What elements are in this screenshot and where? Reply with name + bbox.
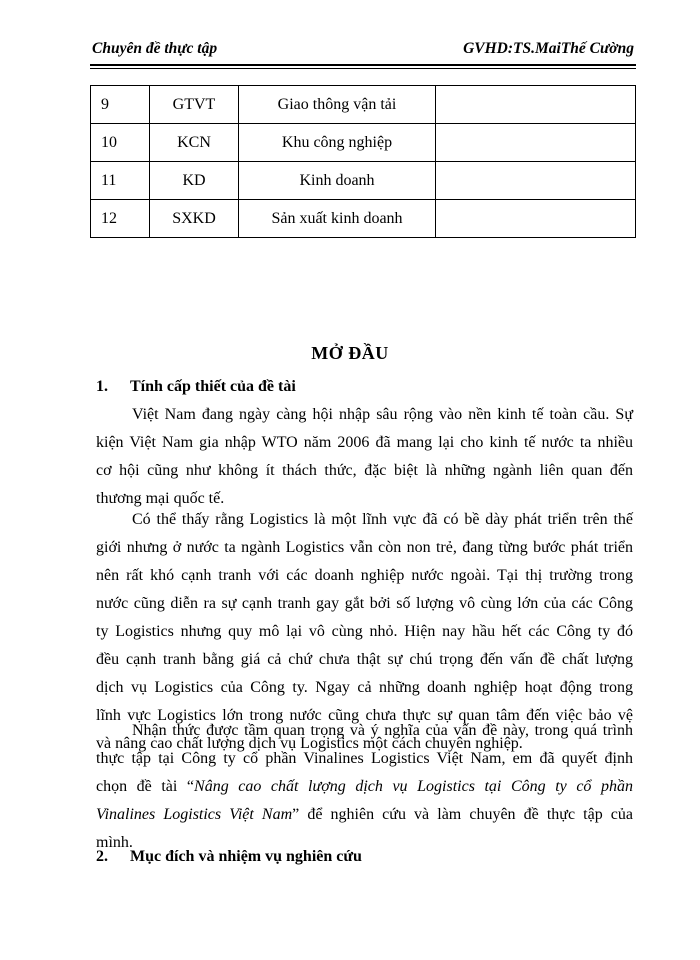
row-abbreviation: KD <box>150 162 239 200</box>
paragraph-line: nên rất khó cạnh tranh với các doanh nghiệp nước ngoài. Tại thị trường trong <box>96 567 633 584</box>
section-number: 2. <box>96 848 108 865</box>
table-row <box>91 162 636 200</box>
paragraph-line <box>96 773 633 801</box>
row-abbreviation: KCN <box>150 124 239 162</box>
table-row <box>91 86 636 124</box>
row-abbreviation: GTVT <box>150 86 239 124</box>
paragraph-line: Việt Nam đang ngày càng hội nhập sâu rộng vào nền kinh tế toàn cầu. Sự <box>132 406 633 423</box>
paragraph-line: Có thể thấy rằng Logistics là một lĩnh vực đã có bề dày phát triển trên thế <box>132 511 633 528</box>
paragraph-line: thương mại quốc tế. <box>96 490 225 507</box>
row-note <box>436 162 636 200</box>
paragraph-line: ty Logistics nhưng quy mô lại vô cùng nhỏ. Hiện nay hầu hết các Công ty đó <box>96 623 633 640</box>
row-number: 10 <box>91 124 150 162</box>
quote-open: chọn đề tài “ <box>96 778 195 795</box>
thesis-title-part2: Vinalines Logistics Việt Nam <box>96 806 293 823</box>
header-rule <box>90 64 636 66</box>
paragraph-line: nước cũng diễn ra sự cạnh tranh gay gắt bởi số lượng vô cùng lớn của các Công <box>96 595 633 612</box>
section-heading-1 <box>96 378 296 396</box>
paragraph-line: lĩnh vực Logistics lớn trong nước cũng chưa thực sự quan tâm đến việc bảo vệ <box>96 707 633 724</box>
page-title: MỞ ĐẦU <box>311 343 389 363</box>
paragraph-line <box>96 801 633 829</box>
quote-close-text: ” để nghiên cứu và làm chuyên đề thực tập của <box>292 806 634 823</box>
paragraph-line: cơ hội cũng như không ít thách thức, đặc biệt là những ngành liên quan đến <box>96 462 633 479</box>
row-number: 12 <box>91 200 150 238</box>
section-title: Tính cấp thiết của đề tài <box>130 378 296 395</box>
paragraph-3 <box>96 717 633 857</box>
paragraph-line: dịch vụ Logistics của Công ty. Ngay cả những doanh nghiệp hoạt động trong <box>96 679 633 696</box>
row-note <box>436 200 636 238</box>
paragraph-line: và nâng cao chất lượng dịch vụ Logistics một cách chuyên nghiệp. <box>96 735 523 752</box>
row-meaning: Sản xuất kinh doanh <box>239 200 436 238</box>
paragraph-line: thực tập tại Công ty cổ phần Vinalines Logistics Việt Nam, em đã quyết định <box>96 750 633 767</box>
header-right: GVHD:TS.MaiThế Cường <box>463 40 634 57</box>
row-meaning: Khu công nghiệp <box>239 124 436 162</box>
header-rule-thin <box>90 68 636 69</box>
paragraph-1 <box>96 401 633 513</box>
paragraph-line: kiện Việt Nam gia nhập WTO năm 2006 đã mang lại cho kinh tế nước ta nhiều <box>96 434 633 451</box>
paragraph-line: đều cạnh tranh bằng giá cả chứ chưa thật sự chú trọng đến vấn đề chất lượng <box>96 651 633 668</box>
section-title: Mục đích và nhiệm vụ nghiên cứu <box>130 848 362 865</box>
row-number: 9 <box>91 86 150 124</box>
section-number: 1. <box>96 378 108 395</box>
header-left: Chuyên đề thực tập <box>92 40 218 57</box>
row-abbreviation: SXKD <box>150 200 239 238</box>
paragraph-line: mình. <box>96 834 133 851</box>
row-meaning: Kinh doanh <box>239 162 436 200</box>
row-meaning: Giao thông vận tải <box>239 86 436 124</box>
thesis-title-part1: Nâng cao chất lượng dịch vụ Logistics tại Công ty cổ phần <box>194 778 633 795</box>
paragraph-line: giới nhưng ở nước ta ngành Logistics vẫn còn non trẻ, đang từng bước phát triển <box>96 539 633 556</box>
row-note <box>436 86 636 124</box>
table-row <box>91 124 636 162</box>
row-number: 11 <box>91 162 150 200</box>
row-note <box>436 124 636 162</box>
table-row <box>91 200 636 238</box>
page-header <box>92 40 634 62</box>
section-heading-2 <box>96 848 362 866</box>
paragraph-line: Nhận thức được tầm quan trọng và ý nghĩa của vấn đề này, trong quá trình <box>132 722 633 739</box>
abbreviation-table <box>90 85 636 238</box>
